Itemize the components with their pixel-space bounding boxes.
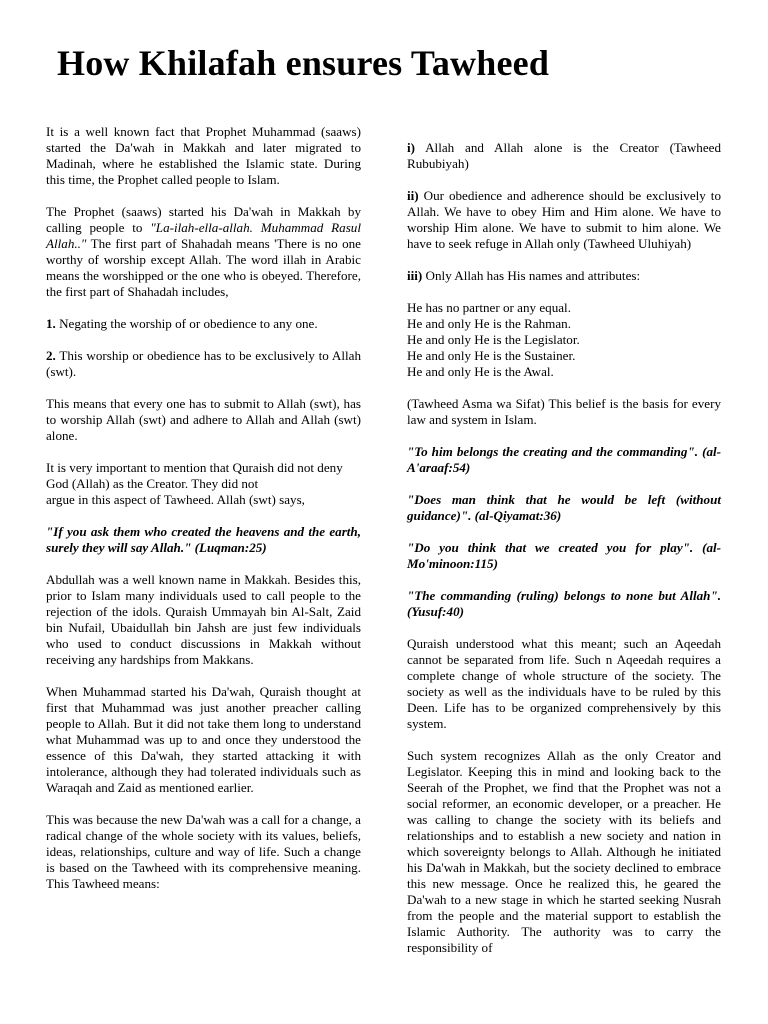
quran-quote: "The commanding (ruling) belongs to none but Allah". (Yusuf:40) bbox=[407, 588, 721, 619]
item-text: Allah and Allah alone is the Creator (Tawheed Rububiyah) bbox=[407, 140, 721, 171]
paragraph-line: argue in this aspect of Tawheed. Allah (swt) says, bbox=[46, 492, 305, 507]
paragraph: Quraish understood what this meant; such an Aqeedah cannot be separated from life. Such n Aqeedah requires a complete change of whole structure of the society. The society as well as the individuals have to be ruled by this Deen. Life has to be organized comprehensively by this system. bbox=[407, 636, 721, 731]
item-label: ii) bbox=[407, 188, 419, 203]
point-text: This worship or obedience has to be exclusively to Allah (swt). bbox=[46, 348, 361, 379]
paragraph: When Muhammad started his Da'wah, Quraish thought at first that Muhammad was just another preacher calling people to Allah. But it did not take them long to understand what Muhammad was up to and once they understood the essence of this Da'wah, they started attacking it with intolerance, although they had tolerated individuals such as Waraqah and Zaid as mentioned earlier. bbox=[46, 684, 361, 795]
paragraph: Abdullah was a well known name in Makkah. Besides this, prior to Islam many individuals used to call people to the rejection of the idols. Quraish Ummayah bin Al-Salt, Zaid bin Nufail, Ubaidullah bin Jahsh are just few individuals who used to conduct discussions in Makkah without receiving any hardships from Makkans. bbox=[46, 572, 361, 667]
item-label: i) bbox=[407, 140, 415, 155]
quran-quote: "Do you think that we created you for play". (al-Mo'minoon:115) bbox=[407, 540, 721, 571]
attribute-line: He and only He is the Awal. bbox=[407, 364, 554, 379]
paragraph: (Tawheed Asma wa Sifat) This belief is the basis for every law and system in Islam. bbox=[407, 396, 721, 427]
attribute-line: He and only He is the Rahman. bbox=[407, 316, 571, 331]
paragraph-line: It is very important to mention that Quraish did not deny God (Allah) as the Creator. They did not bbox=[46, 460, 343, 491]
item-text: Our obedience and adherence should be exclusively to Allah. We have to obey Him and Him alone. We have to worship Him alone. We have to submit to him alone. We have to seek refuge in Allah only (Tawheed Uluhiyah) bbox=[407, 188, 721, 251]
attribute-line: He and only He is the Sustainer. bbox=[407, 348, 576, 363]
paragraph: This means that every one has to submit to Allah (swt), has to worship Allah (swt) and adhere to Allah and Allah (swt) alone. bbox=[46, 396, 361, 443]
point-number: 2. bbox=[46, 348, 56, 363]
item-text: Only Allah has His names and attributes: bbox=[422, 268, 641, 283]
paragraph: It is a well known fact that Prophet Muhammad (saaws) started the Da'wah in Makkah and later migrated to Madinah, where he established the Islamic state. During this time, the Prophet called people to Islam. bbox=[46, 124, 361, 187]
attribute-line: He and only He is the Legislator. bbox=[407, 332, 580, 347]
quran-quote: "To him belongs the creating and the commanding". (al-A'araaf:54) bbox=[407, 444, 721, 475]
paragraph bbox=[46, 204, 361, 300]
paragraph-text: The first part of Shahadah means 'There is no one worthy of worship except Allah. The word illah in Arabic means the worshipped or the one who is obeyed. Therefore, the first part of Shahadah includes, bbox=[46, 236, 361, 299]
left-column bbox=[46, 124, 361, 908]
list-item bbox=[407, 188, 721, 252]
list-item bbox=[407, 268, 721, 284]
paragraph: Such system recognizes Allah as the only Creator and Legislator. Keeping this in mind and looking back to the Seerah of the Prophet, we find that the Prophet was not a social reformer, an economic developer, or a preacher. He was calling to change the society with its beliefs and relationships and to establish a new society and nation in which sovereignty belongs to Allah. Although he initiated his Da'wah in Makkah, but the society declined to embrace this new message. Once he realized this, he geared the Da'wah to a new stage in which he started seeking Nusrah from the people and the material support to establish the Islamic Authority. The authority was to carry the responsibility of bbox=[407, 748, 721, 955]
numbered-point bbox=[46, 316, 361, 332]
item-label: iii) bbox=[407, 268, 423, 283]
attribute-line: He has no partner or any equal. bbox=[407, 300, 571, 315]
point-text: Negating the worship of or obedience to any one. bbox=[55, 316, 318, 331]
paragraph: This was because the new Da'wah was a call for a change, a radical change of the whole society with its values, beliefs, ideas, relationships, culture and way of life. Such a change is based on the Tawheed with its comprehensive meaning. This Tawheed means: bbox=[46, 812, 361, 891]
numbered-point bbox=[46, 348, 361, 380]
page-title: How Khilafah ensures Tawheed bbox=[57, 43, 550, 83]
right-column bbox=[407, 140, 721, 972]
shahadah-quote: "La-ilah-ella-allah. Muhammad Rasul Allah.." bbox=[46, 220, 361, 251]
paragraph bbox=[46, 460, 361, 508]
quran-quote: "Does man think that he would be left (without guidance)". (al-Qiyamat:36) bbox=[407, 492, 721, 523]
quran-quote: "If you ask them who created the heavens and the earth, surely they will say Allah." (Luqman:25) bbox=[46, 524, 361, 555]
list-item bbox=[407, 140, 721, 172]
paragraph-text: The Prophet (saaws) started his Da'wah in Makkah by calling people to bbox=[46, 204, 361, 235]
point-number: 1. bbox=[46, 316, 56, 331]
